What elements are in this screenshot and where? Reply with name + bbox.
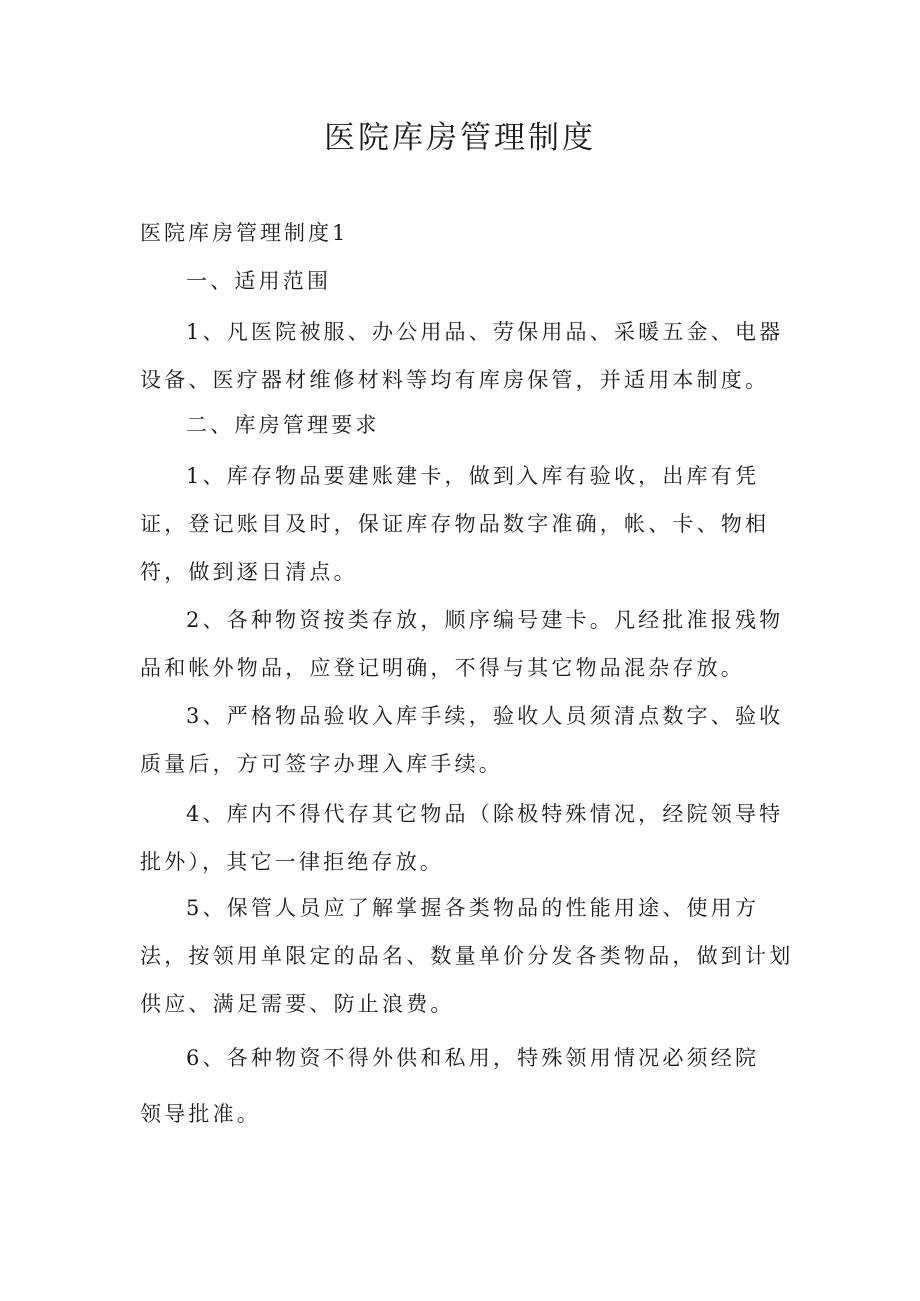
- section-heading-scope: 一、适用范围: [186, 269, 332, 293]
- paragraph-scope-item-1: 1、凡医院被服、办公用品、劳保用品、采暖五金、电器设备、医疗器材维修材料等均有库房保管，并适用本制度。: [140, 320, 784, 392]
- paragraph-requirement-2: 2、各种物资按类存放，顺序编号建卡。凡经批准报残物品和帐外物品，应登记明确，不得与其它物品混杂存放。: [140, 608, 784, 680]
- document-subtitle: 医院库房管理制度1: [140, 221, 349, 245]
- paragraph-requirement-3: 3、严格物品验收入库手续，验收人员须清点数字、验收质量后，方可签字办理入库手续。: [140, 704, 784, 776]
- section-heading-requirements: 二、库房管理要求: [186, 413, 380, 437]
- paragraph-requirement-6-line-1: 6、各种物资不得外供和私用，特殊领用情况必须经院: [186, 1046, 760, 1070]
- document-title: 医院库房管理制度: [324, 120, 596, 156]
- paragraph-requirement-6-line-2: 领导批准。: [140, 1102, 261, 1126]
- paragraph-requirement-5: 5、保管人员应了解掌握各类物品的性能用途、使用方法，按领用单限定的品名、数量单价分发各类物品，做到计划供应、满足需要、防止浪费。: [140, 896, 794, 1016]
- paragraph-requirement-4: 4、库内不得代存其它物品（除极特殊情况，经院领导特批外），其它一律拒绝存放。: [140, 802, 784, 874]
- paragraph-requirement-1: 1、库存物品要建账建卡，做到入库有验收，出库有凭证，登记账目及时，保证库存物品数字准确，帐、卡、物相符，做到逐日清点。: [140, 464, 770, 584]
